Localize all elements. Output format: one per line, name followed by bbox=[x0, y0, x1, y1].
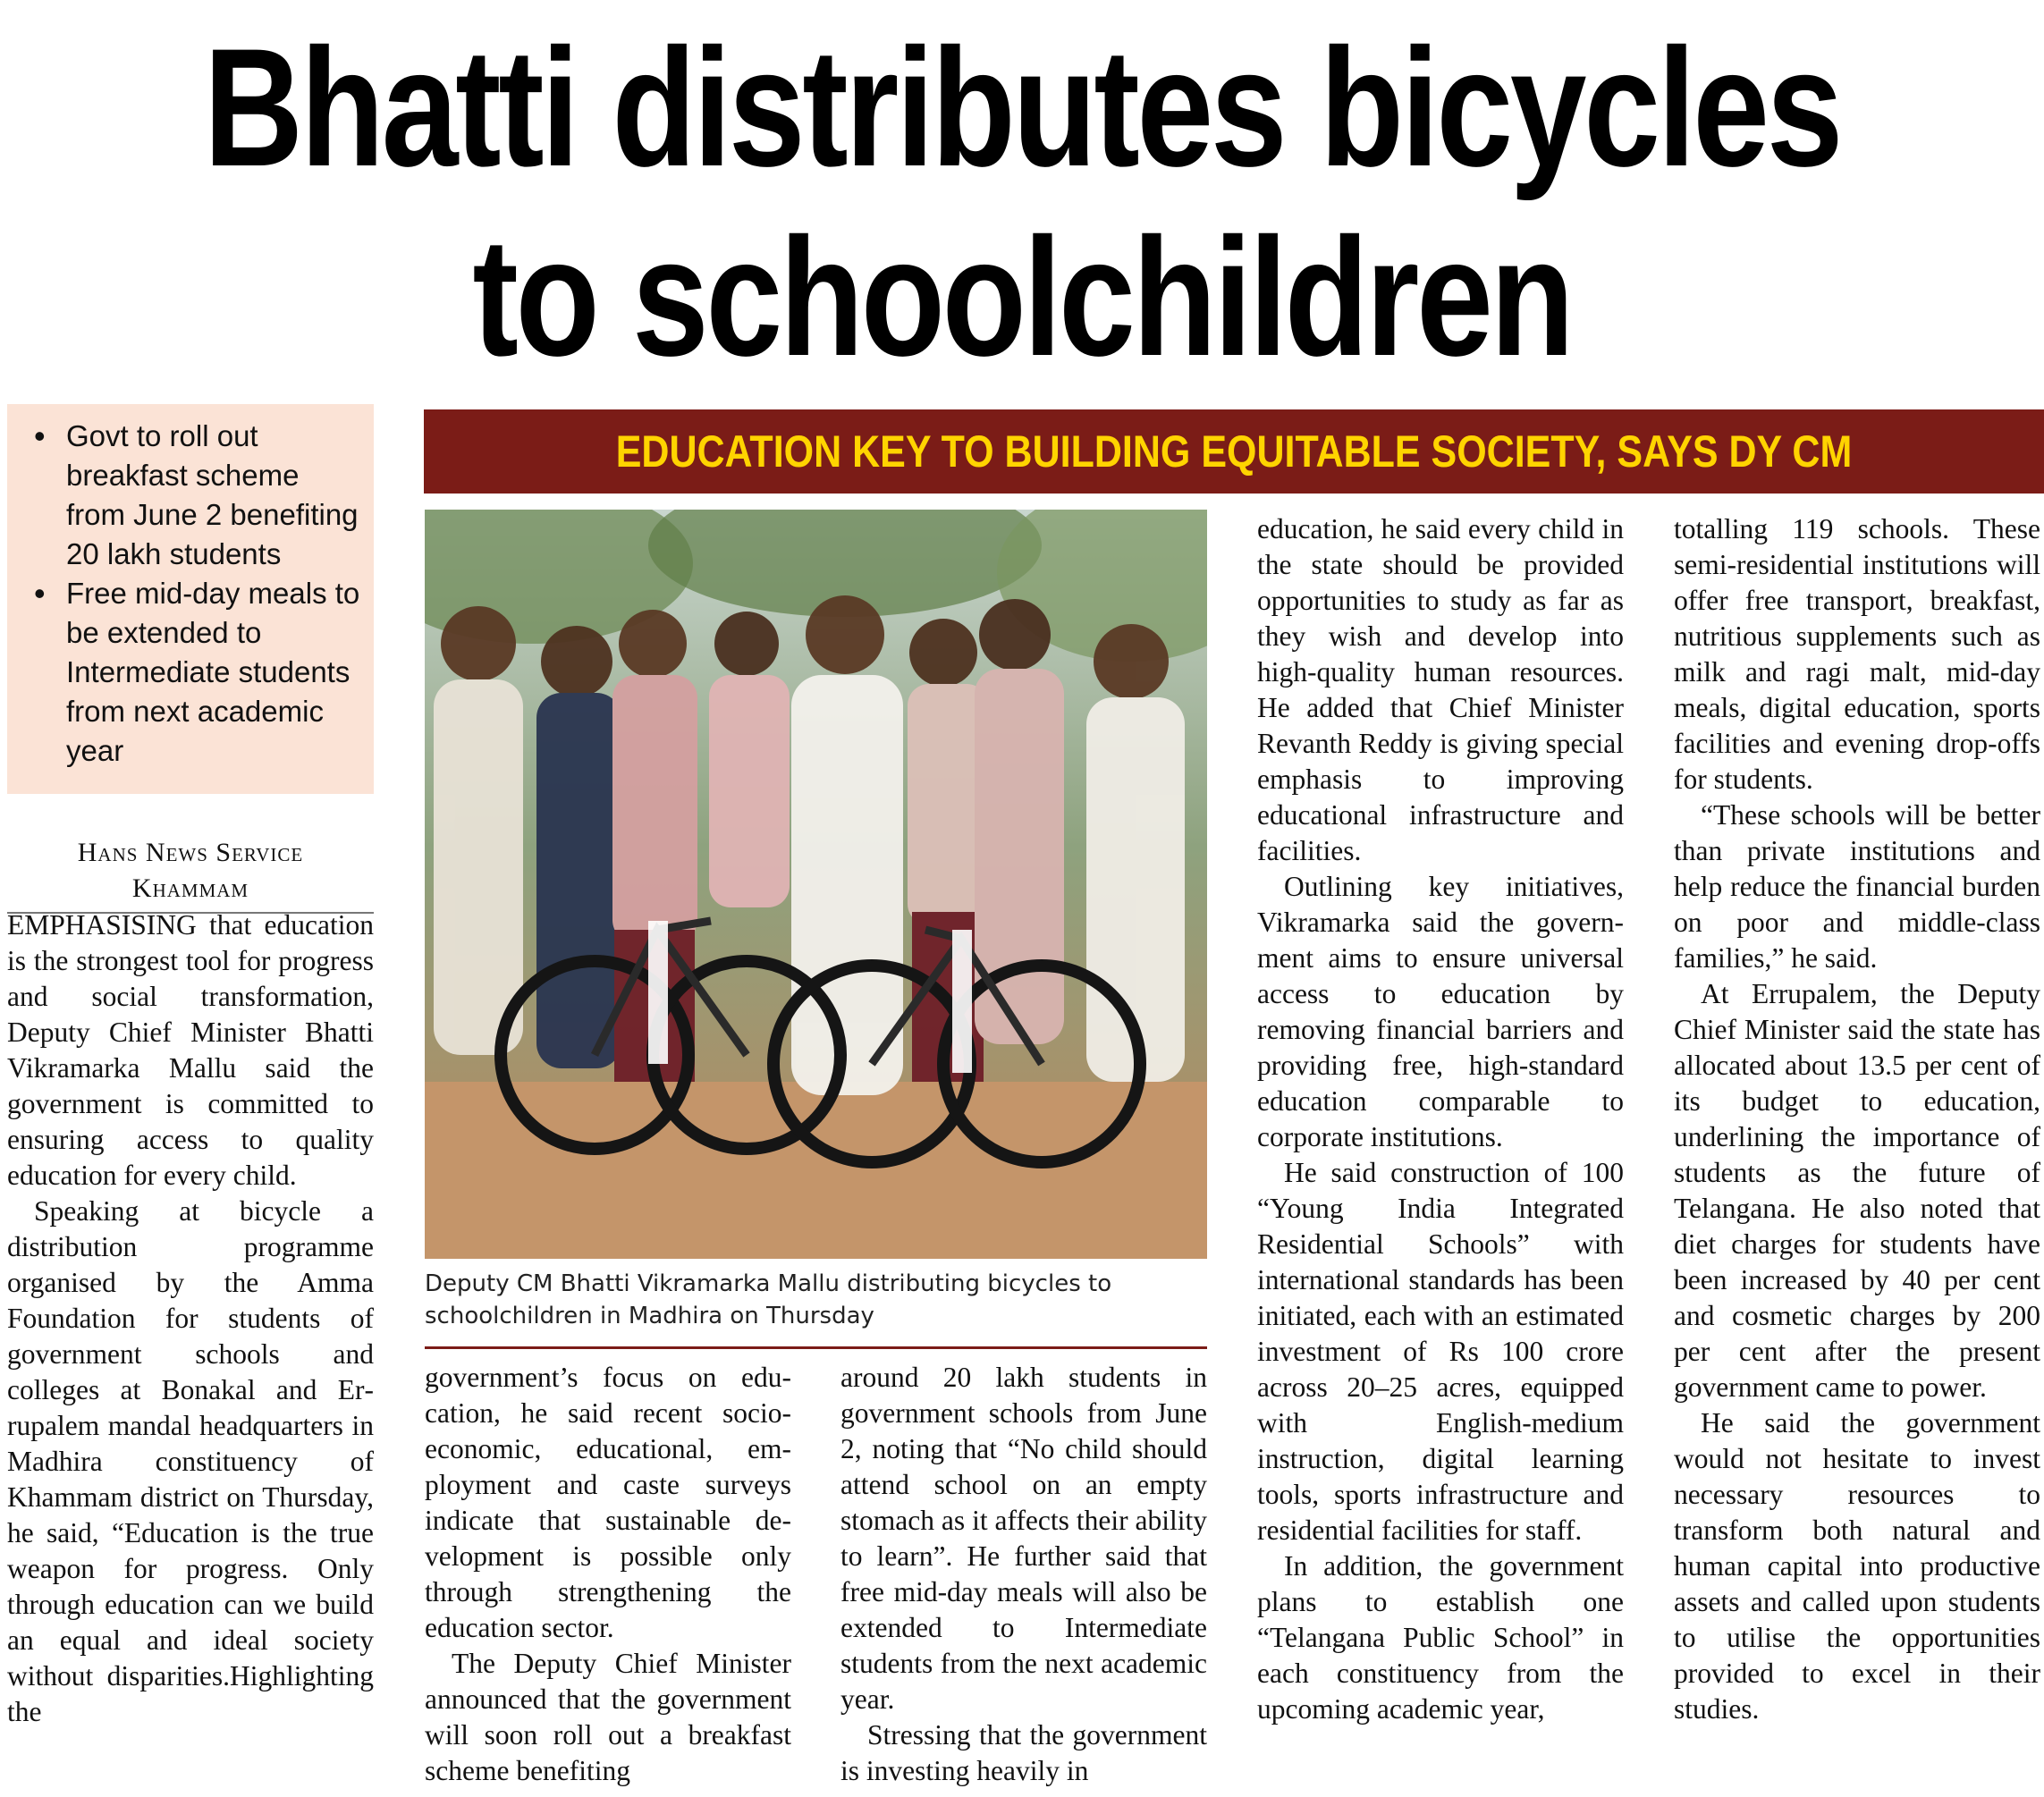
paragraph: education, he said every child in the state should be provided opportunities to study as far as they wish and develop into high-quality human resources. He added that Chief Minister Revanth Reddy is giving special emphasis to improving educational infrastructure and facilities. bbox=[1257, 513, 1624, 866]
paragraph: At Errupalem, the Deputy Chief Minister said the state has allocated about 13.5 per cent of its budget to education, underlining the importance of students as the future of Telangana. He also noted that diet charges for students have been increased by 40 per cent and cosmetic charges by 200 per cent after the present government came to power. bbox=[1674, 978, 2040, 1403]
paragraph: Stressing that the government is investing heavily in bbox=[840, 1719, 1207, 1786]
paragraph: EMPHASISING that education is the strongest tool for progress and social transformation, Deputy Chief Minister Bhatti Vikramarka Mallu said the government is committed to ensuring access to quality education for every child. bbox=[7, 909, 374, 1191]
photo-caption: Deputy CM Bhatti Vikramarka Mallu distributing bicycles to schoolchildren in Madhira on Thursday bbox=[425, 1270, 1112, 1329]
paragraph: government’s focus on education, he said recent socio-economic, educational, employment and caste surveys indicate that sustainable development is possible only through strengthening the education sector. bbox=[425, 1362, 791, 1643]
highlights-box bbox=[7, 404, 374, 794]
article-column-2 bbox=[425, 1360, 791, 1789]
paragraph: He said construction of 100 “Young India Integrated Residential Schools” with international standards has been initiated, each with an estimated investment of Rs 100 crore across 20–25 acres, equipped with English-medium instruction, digital learning tools, sports infrastructure and residential facilities for staff. bbox=[1257, 1157, 1624, 1546]
highlight-item: • Govt to roll out breakfast scheme from June 2 benefiting 20 lakh students bbox=[34, 417, 365, 574]
article-column-1 bbox=[7, 907, 374, 1730]
byline-service: Hans News Service bbox=[77, 838, 304, 867]
caption-rule bbox=[425, 1346, 1207, 1349]
byline bbox=[7, 835, 374, 907]
article-column-4 bbox=[1257, 511, 1624, 1727]
news-photo bbox=[425, 510, 1207, 1259]
paragraph: Outlining key initiatives, Vikramarka said the government aims to ensure universal access to education by removing financial barriers and providing free, high-standard education comparable to corporate institutions. bbox=[1257, 871, 1624, 1152]
kicker-text: EDUCATION KEY TO BUILDING EQUITABLE SOCIETY, SAYS DY CM bbox=[615, 426, 1853, 477]
byline-place: Khammam bbox=[131, 873, 249, 903]
paragraph: He said the government would not hesitate to invest necessary resources to transform both natural and human capital into productive assets and called upon students to utilise the opportunities provided to excel in their studies. bbox=[1674, 1407, 2040, 1725]
paragraph: around 20 lakh students in government schools from June 2, noting that “No child should attend school on an empty stomach as it affects their ability to learn”. He further said that free mid-day meals will also be extended to Intermediate students from the next academic year. bbox=[840, 1362, 1207, 1715]
paragraph: The Deputy Chief Minister announced that the government will soon roll out a breakfast scheme benefiting bbox=[425, 1648, 791, 1786]
kicker-banner bbox=[424, 409, 2044, 494]
paragraph: “These schools will be better than private institutions and help reduce the financial burden on poor and middle-class families,” he said. bbox=[1674, 799, 2040, 974]
article-column-3 bbox=[840, 1360, 1207, 1789]
headline-line-1: Bhatti distributes bicycles bbox=[203, 13, 1841, 201]
highlight-item: • Free mid-day meals to be extended to Intermediate students from next academic year bbox=[34, 574, 365, 771]
highlights-list bbox=[34, 417, 365, 771]
paragraph: In addition, the government plans to establish one “Telangana Public School” in each constituency from the upcoming academic year, bbox=[1257, 1550, 1624, 1725]
article-column-5 bbox=[1674, 511, 2040, 1727]
paragraph: Speaking at bicycle a distribution programme organised by the Amma Foundation for students of government schools and colleges at Bonakal and Errupalem mandal headquarters in Madhira constituency of Khammam district on Thursday, he said, “Education is the true weapon for progress. Only through education can we build an equal and ideal society without disparities.Highlighting the bbox=[7, 1195, 374, 1727]
paragraph: totalling 119 schools. These semi-residential institutions will offer free transport, breakfast, nutritious supplements such as milk and ragi malt, mid-day meals, digital education, sports facilities and evening drop-offs for students. bbox=[1674, 513, 2040, 795]
headline-line-2: to schoolchildren bbox=[472, 203, 1572, 391]
